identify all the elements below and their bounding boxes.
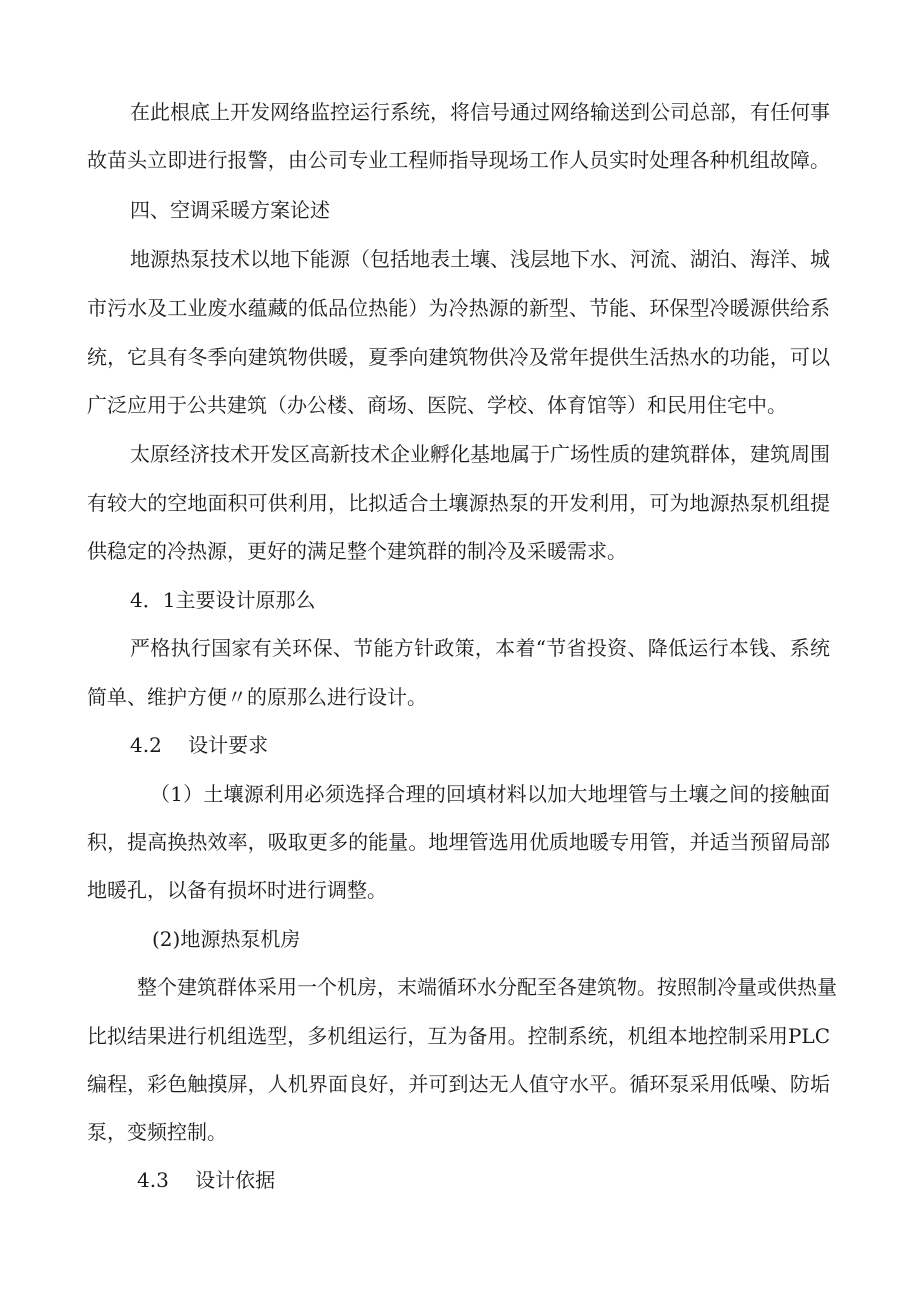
paragraph-line: 供稳定的冷热源，更好的满足整个建筑群的制冷及采暖需求。: [87, 539, 627, 563]
paragraph-line: 统，它具有冬季向建筑物供暖，夏季向建筑物供冷及常年提供生活热水的功能，可以: [87, 345, 830, 369]
paragraph-line: 严格执行国家有关环保、节能方针政策，本着“节省投资、降低运行本钱、系统: [130, 636, 830, 660]
paragraph-line: 比拟结果进行机组选型，多机组运行，互为备用。控制系统，机组本地控制采用PLC: [87, 1024, 830, 1048]
paragraph-line: 广泛应用于公共建筑（办公楼、商场、医院、学校、体育馆等）和民用住宅中。: [87, 393, 787, 417]
paragraph-line: 简单、维护方便〃的原那么进行设计。: [87, 685, 427, 709]
paragraph-line: 泵，变频控制。: [87, 1120, 227, 1144]
subsection-heading: 4．1主要设计原那么: [130, 588, 316, 612]
paragraph-line: 市污水及工业废水蕴藏的低品位热能）为冷热源的新型、节能、环保型冷暖源供给系: [87, 296, 830, 320]
paragraph-line: 地源热泵技术以地下能源（包括地表土壤、浅层地下水、河流、湖泊、海洋、城: [130, 247, 830, 271]
subsection-heading: (2)地源热泵机房: [152, 927, 301, 951]
paragraph-line: 太原经济技术开发区高新技术企业孵化基地属于广场性质的建筑群体，建筑周围: [130, 442, 830, 466]
paragraph-line: 地暖孔，以备有损坏时进行调整。: [87, 878, 387, 902]
section-heading: 四、空调采暖方案论述: [130, 198, 330, 222]
paragraph-line: 积，提高换热效率，吸取更多的能量。地埋管选用优质地暖专用管，并适当预留局部: [87, 830, 830, 854]
paragraph-line: （1）土壤源利用必须选择合理的回填材料以加大地埋管与土壤之间的接触面: [150, 782, 830, 806]
paragraph-line: 编程，彩色触摸屏，人机界面良好，并可到达无人值守水平。循环泵采用低噪、防垢: [87, 1072, 830, 1096]
paragraph-line: 整个建筑群体采用一个机房，末端循环水分配至各建筑物。按照制冷量或供热量: [137, 975, 837, 999]
paragraph-line: 在此根底上开发网络监控运行系统，将信号通过网络输送到公司总部，有任何事: [130, 100, 830, 124]
subsection-heading: 4.2 设计要求: [130, 733, 269, 757]
paragraph-line: 故苗头立即进行报警，由公司专业工程师指导现场工作人员实时处理各种机组故障。: [87, 148, 830, 172]
subsection-heading: 4.3 设计依据: [137, 1168, 276, 1192]
paragraph-line: 有较大的空地面积可供利用，比拟适合土壤源热泵的开发利用，可为地源热泵机组提: [87, 491, 830, 515]
